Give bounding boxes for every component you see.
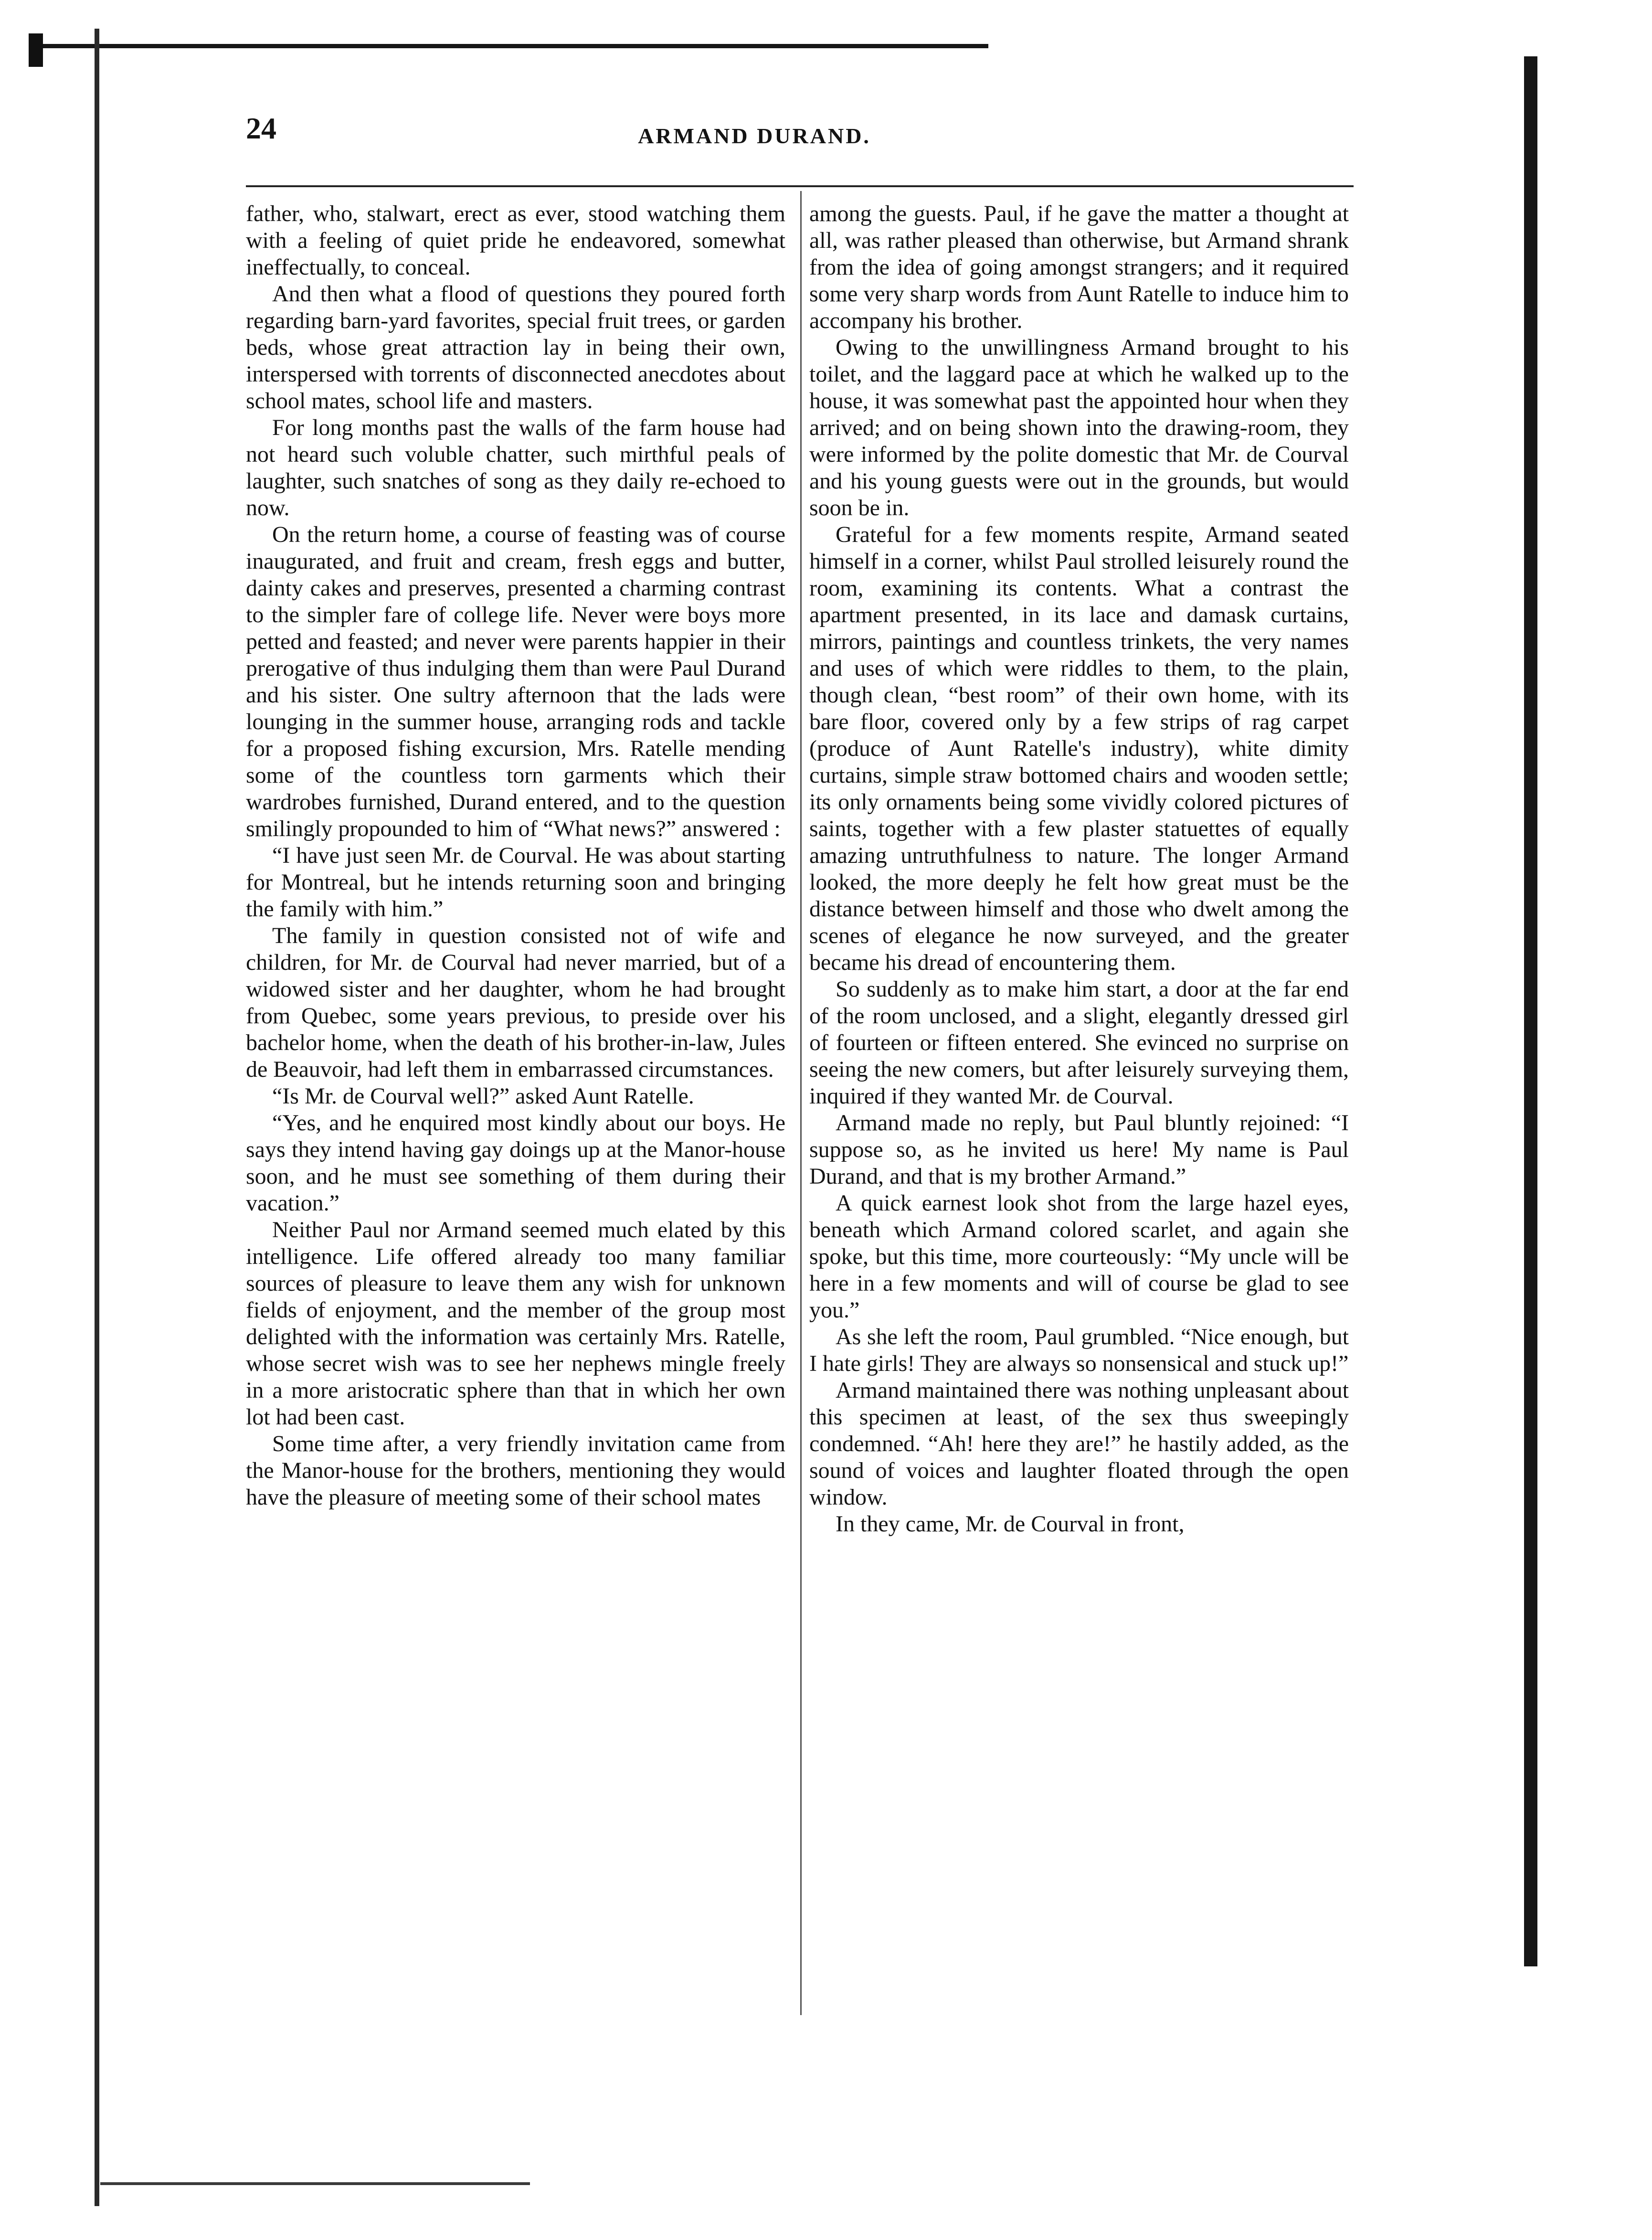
paragraph: A quick earnest look shot from the large hazel eyes, beneath which Armand colored scarlet, and again she spoke, but this time, more courteously: “My uncle will be here in a few moments and will of course be glad to see you.” (809, 1190, 1349, 1323)
scan-mark-corner (29, 33, 43, 67)
paragraph: For long months past the walls of the farm house had not heard such voluble chatter, such mirthful peals of laughter, such snatches of song as they daily re-echoed to now. (246, 415, 785, 520)
paragraph: As she left the room, Paul grumbled. “Nice enough, but I hate girls! They are always so nonsensical and stuck up!” (809, 1324, 1349, 1376)
paragraph: On the return home, a course of feasting was of course inaugurated, and fruit and cream, fresh eggs and butter, dainty cakes and preserves, presented a charming contrast to the simpler fare of college life. Never were boys more petted and feasted; and never were parents happier in their prerogative of thus indulging them than were Paul Durand and his sister. One sultry afternoon that the lads were lounging in the summer house, arranging rods and tackle for a proposed fishing excursion, Mrs. Ratelle mending some of the countless torn garments which their wardrobes furnished, Durand entered, and to the question smilingly propounded to him of “What news?” answered : (246, 522, 785, 841)
paragraph: Grateful for a few moments respite, Armand seated himself in a corner, whilst Paul strolled leisurely round the room, examining its contents. What a contrast the apartment presented, in its lace and damask curtains, mirrors, paintings and countless trinkets, the very names and uses of which were riddles to them, to the plain, though clean, “best room” of their own home, with its bare floor, covered only by a few strips of rag carpet (produce of Aunt Ratelle's industry), white dimity curtains, simple straw bottomed chairs and wooden settle; its only ornaments being some vividly colored pictures of saints, together with a few plaster statuettes of equally amazing untruthfulness to nature. The longer Armand looked, the more deeply he felt how great must be the distance between himself and those who dwelt among the scenes of elegance he now surveyed, and the greater became his dread of encountering them. (809, 522, 1349, 975)
paragraph: Owing to the unwillingness Armand brought to his toilet, and the laggard pace at which he walked up to the house, it was somewhat past the appointed hour when they arrived; and on being shown into the drawing-room, they were informed by the polite domestic that Mr. de Courval and his young guests were out in the grounds, but would soon be in. (809, 335, 1349, 520)
scan-border-bottom (100, 2182, 530, 2185)
paragraph: among the guests. Paul, if he gave the matter a thought at all, was rather pleased than otherwise, but Armand shrank from the idea of going amongst strangers; and it required some very sharp words from Aunt Ratelle to induce him to accompany his brother. (809, 201, 1349, 333)
page-number: 24 (246, 111, 276, 145)
paragraph: And then what a flood of questions they poured forth regarding barn-yard favorites, special fruit trees, or garden beds, whose great attraction lay in being their own, interspersed with torrents of disconnected anecdotes about school mates, school life and masters. (246, 281, 785, 414)
scan-border-left (95, 29, 99, 2206)
scan-border-top (29, 44, 988, 48)
paragraph: In they came, Mr. de Courval in front, (836, 1511, 1185, 1537)
header-rule (246, 185, 1354, 187)
paragraph: Neither Paul nor Armand seemed much elated by this intelligence. Life offered already too many familiar sources of pleasure to leave them any wish for unknown fields of enjoyment, and the member of the group most delighted with the information was certainly Mrs. Ratelle, whose secret wish was to see her nephews mingle freely in a more aristocratic sphere than that in which her own lot had been cast. (246, 1217, 785, 1430)
left-column (246, 201, 785, 1511)
column-divider (800, 191, 802, 2015)
paragraph: Armand made no reply, but Paul bluntly rejoined: “I suppose so, as he invited us here! My name is Paul Durand, and that is my brother Armand.” (809, 1110, 1349, 1189)
paragraph: The family in question consisted not of wife and children, for Mr. de Courval had never married, but of a widowed sister and her daughter, whom he had brought from Quebec, some years previous, to preside over his bachelor home, when the death of his brother-in-law, Jules de Beauvoir, had left them in embarrassed circumstances. (246, 923, 785, 1082)
paragraph: Armand maintained there was nothing unpleasant about this specimen at least, of the sex thus sweepingly condemned. “Ah! here they are!” he hastily added, as the sound of voices and laughter floated through the open window. (809, 1378, 1349, 1510)
paragraph: Some time after, a very friendly invitation came from the Manor-house for the brothers, mentioning they would have the pleasure of meeting some of their school mates (246, 1431, 785, 1510)
scan-border-right (1524, 56, 1537, 1966)
paragraph: “Yes, and he enquired most kindly about our boys. He says they intend having gay doings up at the Manor-house soon, and he must see something of them during their vacation.” (246, 1110, 785, 1216)
paragraph: “I have just seen Mr. de Courval. He was about starting for Montreal, but he intends returning soon and bringing the family with him.” (246, 843, 785, 922)
paragraph: father, who, stalwart, erect as ever, stood watching them with a feeling of quiet pride he endeavored, somewhat ineffectually, to conceal. (246, 201, 785, 280)
paragraph: “Is Mr. de Courval well?” asked Aunt Ratelle. (272, 1083, 694, 1109)
paragraph: So suddenly as to make him start, a door at the far end of the room unclosed, and a slight, elegantly dressed girl of fourteen or fifteen entered. She evinced no surprise on seeing the new comers, but after leisurely surveying them, inquired if they wanted Mr. de Courval. (809, 977, 1349, 1109)
right-column (809, 201, 1349, 1538)
running-title: ARMAND DURAND. (638, 124, 871, 148)
